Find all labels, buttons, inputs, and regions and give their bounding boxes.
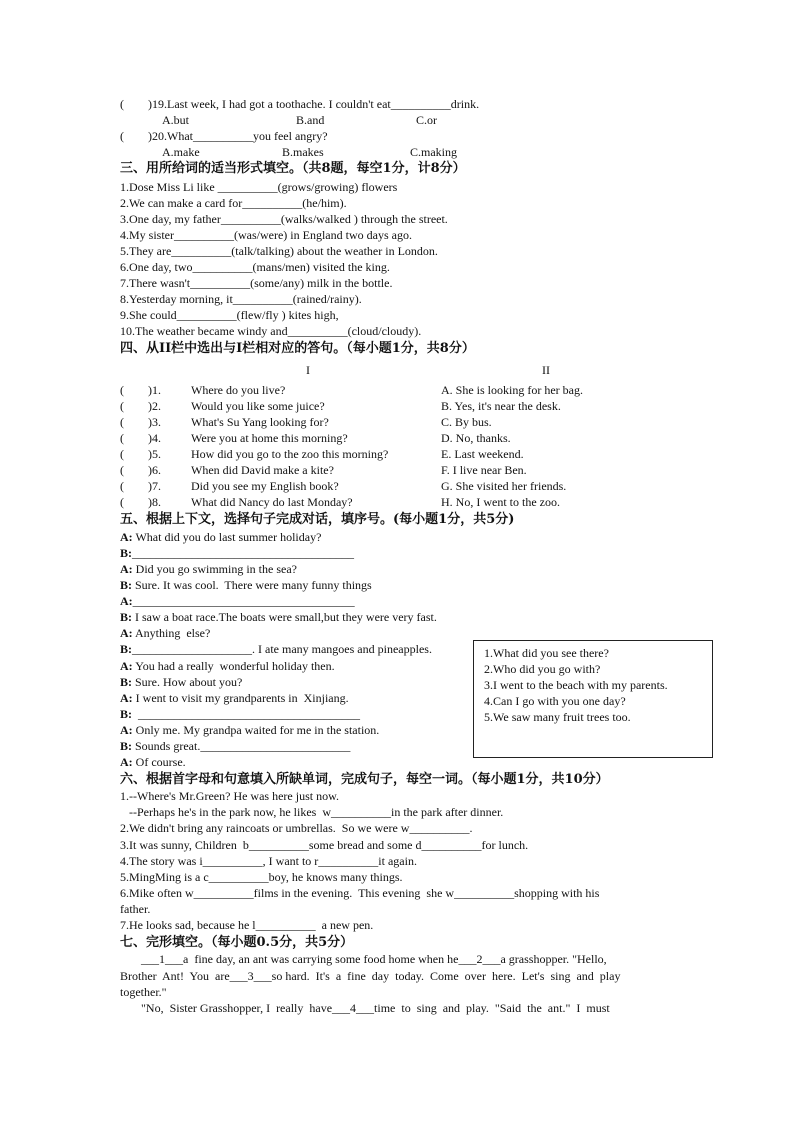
sec3-item: 8.Yesterday morning, it__________(rained/rainy). xyxy=(120,292,362,306)
sec6-line: 2.We didn't bring any raincoats or umbrellas. So we were w__________. xyxy=(120,821,473,835)
sec3-item: 3.One day, my father__________(walks/walked ) through the street. xyxy=(120,212,448,226)
dialogue-line: Anything else? xyxy=(132,626,211,640)
match-paren: ( )2. xyxy=(120,399,161,413)
dialogue-line: Sounds great._________________________ xyxy=(132,739,351,753)
match-question: What's Su Yang looking for? xyxy=(191,415,329,429)
match-answer: A. She is looking for her bag. xyxy=(441,383,583,397)
option-item: 1.What did you see there? xyxy=(484,646,609,660)
sec6-line: 7.He looks sad, because he l__________ a new pen. xyxy=(120,918,374,932)
match-question: Did you see my English book? xyxy=(191,479,339,493)
match-paren: ( )5. xyxy=(120,447,161,461)
cloze-line: together." xyxy=(120,985,167,999)
match-question: Were you at home this morning? xyxy=(191,431,348,445)
sec3-item: 4.My sister__________(was/were) in England two days ago. xyxy=(120,228,412,242)
sec6-line: 1.--Where's Mr.Green? He was here just now. xyxy=(120,789,339,803)
match-answer: E. Last weekend. xyxy=(441,447,524,461)
sec3-item: 10.The weather became windy and__________(cloud/cloudy). xyxy=(120,324,422,338)
sec3-item: 2.We can make a card for__________(he/him). xyxy=(120,196,347,210)
match-answer: F. I live near Ben. xyxy=(441,463,527,477)
dialogue-line: What did you do last summer holiday? xyxy=(132,530,322,544)
match-question: What did Nancy do last Monday? xyxy=(191,495,353,509)
sec6-line: 5.MingMing is a c__________boy, he knows many things. xyxy=(120,870,403,884)
match-paren: ( )8. xyxy=(120,495,161,509)
dialogue-line: Sure. How about you? xyxy=(132,675,243,689)
match-question: Where do you live? xyxy=(191,383,286,397)
q20-option-a: A.make xyxy=(162,145,200,159)
q19-text: ( )19.Last week, I had got a toothache. I couldn't eat__________drink. xyxy=(120,97,480,111)
speaker: A: xyxy=(120,594,133,608)
match-paren: ( )7. xyxy=(120,479,161,493)
speaker: A: xyxy=(120,755,133,769)
sec3-item: 6.One day, two__________(mans/men) visited the king. xyxy=(120,260,390,274)
speaker: B: xyxy=(120,675,132,689)
dialogue-line: Of course. xyxy=(132,755,186,769)
speaker: B: xyxy=(120,610,132,624)
match-question: How did you go to the zoo this morning? xyxy=(191,447,389,461)
q20-option-b: B.makes xyxy=(282,145,324,159)
match-question: When did David make a kite? xyxy=(191,463,334,477)
option-item: 3.I went to the beach with my parents. xyxy=(484,678,668,692)
dialogue-line: Did you go swimming in the sea? xyxy=(132,562,297,576)
speaker: B: xyxy=(120,642,132,656)
dialogue-line: Only me. My grandpa waited for me in the station. xyxy=(132,723,380,737)
column-ii-header: II xyxy=(542,363,550,377)
sec3-item: 9.She could__________(flew/fly ) kites high, xyxy=(120,308,339,322)
cloze-line: "No, Sister Grasshopper, I really have___4___time to sing and play. "Said the ant." I must xyxy=(120,1001,610,1015)
section5-title: 五、根据上下文，选择句子完成对话，填序号。(每小题1分，共5分) xyxy=(120,512,515,527)
match-answer: G. She visited her friends. xyxy=(441,479,567,493)
q19-option-b: B.and xyxy=(296,113,325,127)
match-paren: ( )6. xyxy=(120,463,161,477)
match-paren: ( )3. xyxy=(120,415,161,429)
sec6-line: father. xyxy=(120,902,151,916)
sec6-line: 3.It was sunny, Children b__________some bread and some d__________for lunch. xyxy=(120,838,529,852)
dialogue-blank: _____________________________________ xyxy=(132,546,354,560)
speaker: B: xyxy=(120,546,132,560)
dialogue-blank: _____________________________________ xyxy=(132,707,360,721)
match-question: Would you like some juice? xyxy=(191,399,325,413)
sec6-line: --Perhaps he's in the park now, he likes w__________in the park after dinner. xyxy=(120,805,504,819)
section7-title: 七、完形填空。（每小题0.5分，共5分） xyxy=(120,935,354,950)
speaker: A: xyxy=(120,530,133,544)
option-item: 4.Can I go with you one day? xyxy=(484,694,626,708)
dialogue-line: Sure. It was cool. There were many funny things xyxy=(132,578,372,592)
match-paren: ( )4. xyxy=(120,431,161,445)
sec6-line: 6.Mike often w__________films in the evening. This evening she w__________shopping with his xyxy=(120,886,600,900)
section3-title: 三、用所给词的适当形式填空。（共8题，每空1分，计8分） xyxy=(120,161,466,176)
cloze-line: Brother Ant! You are___3___so hard. It's a fine day today. Come over here. Let's sing and play xyxy=(120,969,621,983)
dialogue-line: I saw a boat race.The boats were small,but they were very fast. xyxy=(132,610,437,624)
dialogue-line: ____________________. I ate many mangoes and pineapples. xyxy=(132,642,432,656)
dialogue-line: I went to visit my grandparents in Xinjiang. xyxy=(132,691,349,705)
dialogue-blank: _____________________________________ xyxy=(132,594,355,608)
speaker: A: xyxy=(120,562,133,576)
q19-option-a: A.but xyxy=(162,113,189,127)
speaker: B: xyxy=(120,739,132,753)
section4-title: 四、从II栏中选出与I栏相对应的答句。（每小题1分，共8分） xyxy=(120,341,475,356)
speaker: A: xyxy=(120,659,133,673)
speaker: A: xyxy=(120,691,133,705)
column-i-header: I xyxy=(306,363,310,377)
q20-option-c: C.making xyxy=(410,145,457,159)
match-answer: D. No, thanks. xyxy=(441,431,511,445)
option-item: 5.We saw many fruit trees too. xyxy=(484,710,631,724)
match-paren: ( )1. xyxy=(120,383,161,397)
sec3-item: 5.They are__________(talk/talking) about the weather in London. xyxy=(120,244,438,258)
options-box xyxy=(473,640,713,758)
match-answer: H. No, I went to the zoo. xyxy=(441,495,560,509)
speaker: A: xyxy=(120,626,133,640)
speaker: A: xyxy=(120,723,133,737)
q19-option-c: C.or xyxy=(416,113,437,127)
match-answer: B. Yes, it's near the desk. xyxy=(441,399,561,413)
q20-text: ( )20.What__________you feel angry? xyxy=(120,129,328,143)
speaker: B: xyxy=(120,707,132,721)
sec6-line: 4.The story was i__________, I want to r__________it again. xyxy=(120,854,417,868)
sec3-item: 7.There wasn't__________(some/any) milk in the bottle. xyxy=(120,276,393,290)
sec3-item: 1.Dose Miss Li like __________(grows/growing) flowers xyxy=(120,180,398,194)
option-item: 2.Who did you go with? xyxy=(484,662,601,676)
speaker: B: xyxy=(120,578,132,592)
section6-title: 六、根据首字母和句意填入所缺单词，完成句子，每空一词。（每小题1分，共10分） xyxy=(120,772,609,787)
match-answer: C. By bus. xyxy=(441,415,492,429)
cloze-line: ___1___a fine day, an ant was carrying some food home when he___2___a grasshopper. "Hello, xyxy=(120,952,607,966)
dialogue-line: You had a really wonderful holiday then. xyxy=(132,659,335,673)
